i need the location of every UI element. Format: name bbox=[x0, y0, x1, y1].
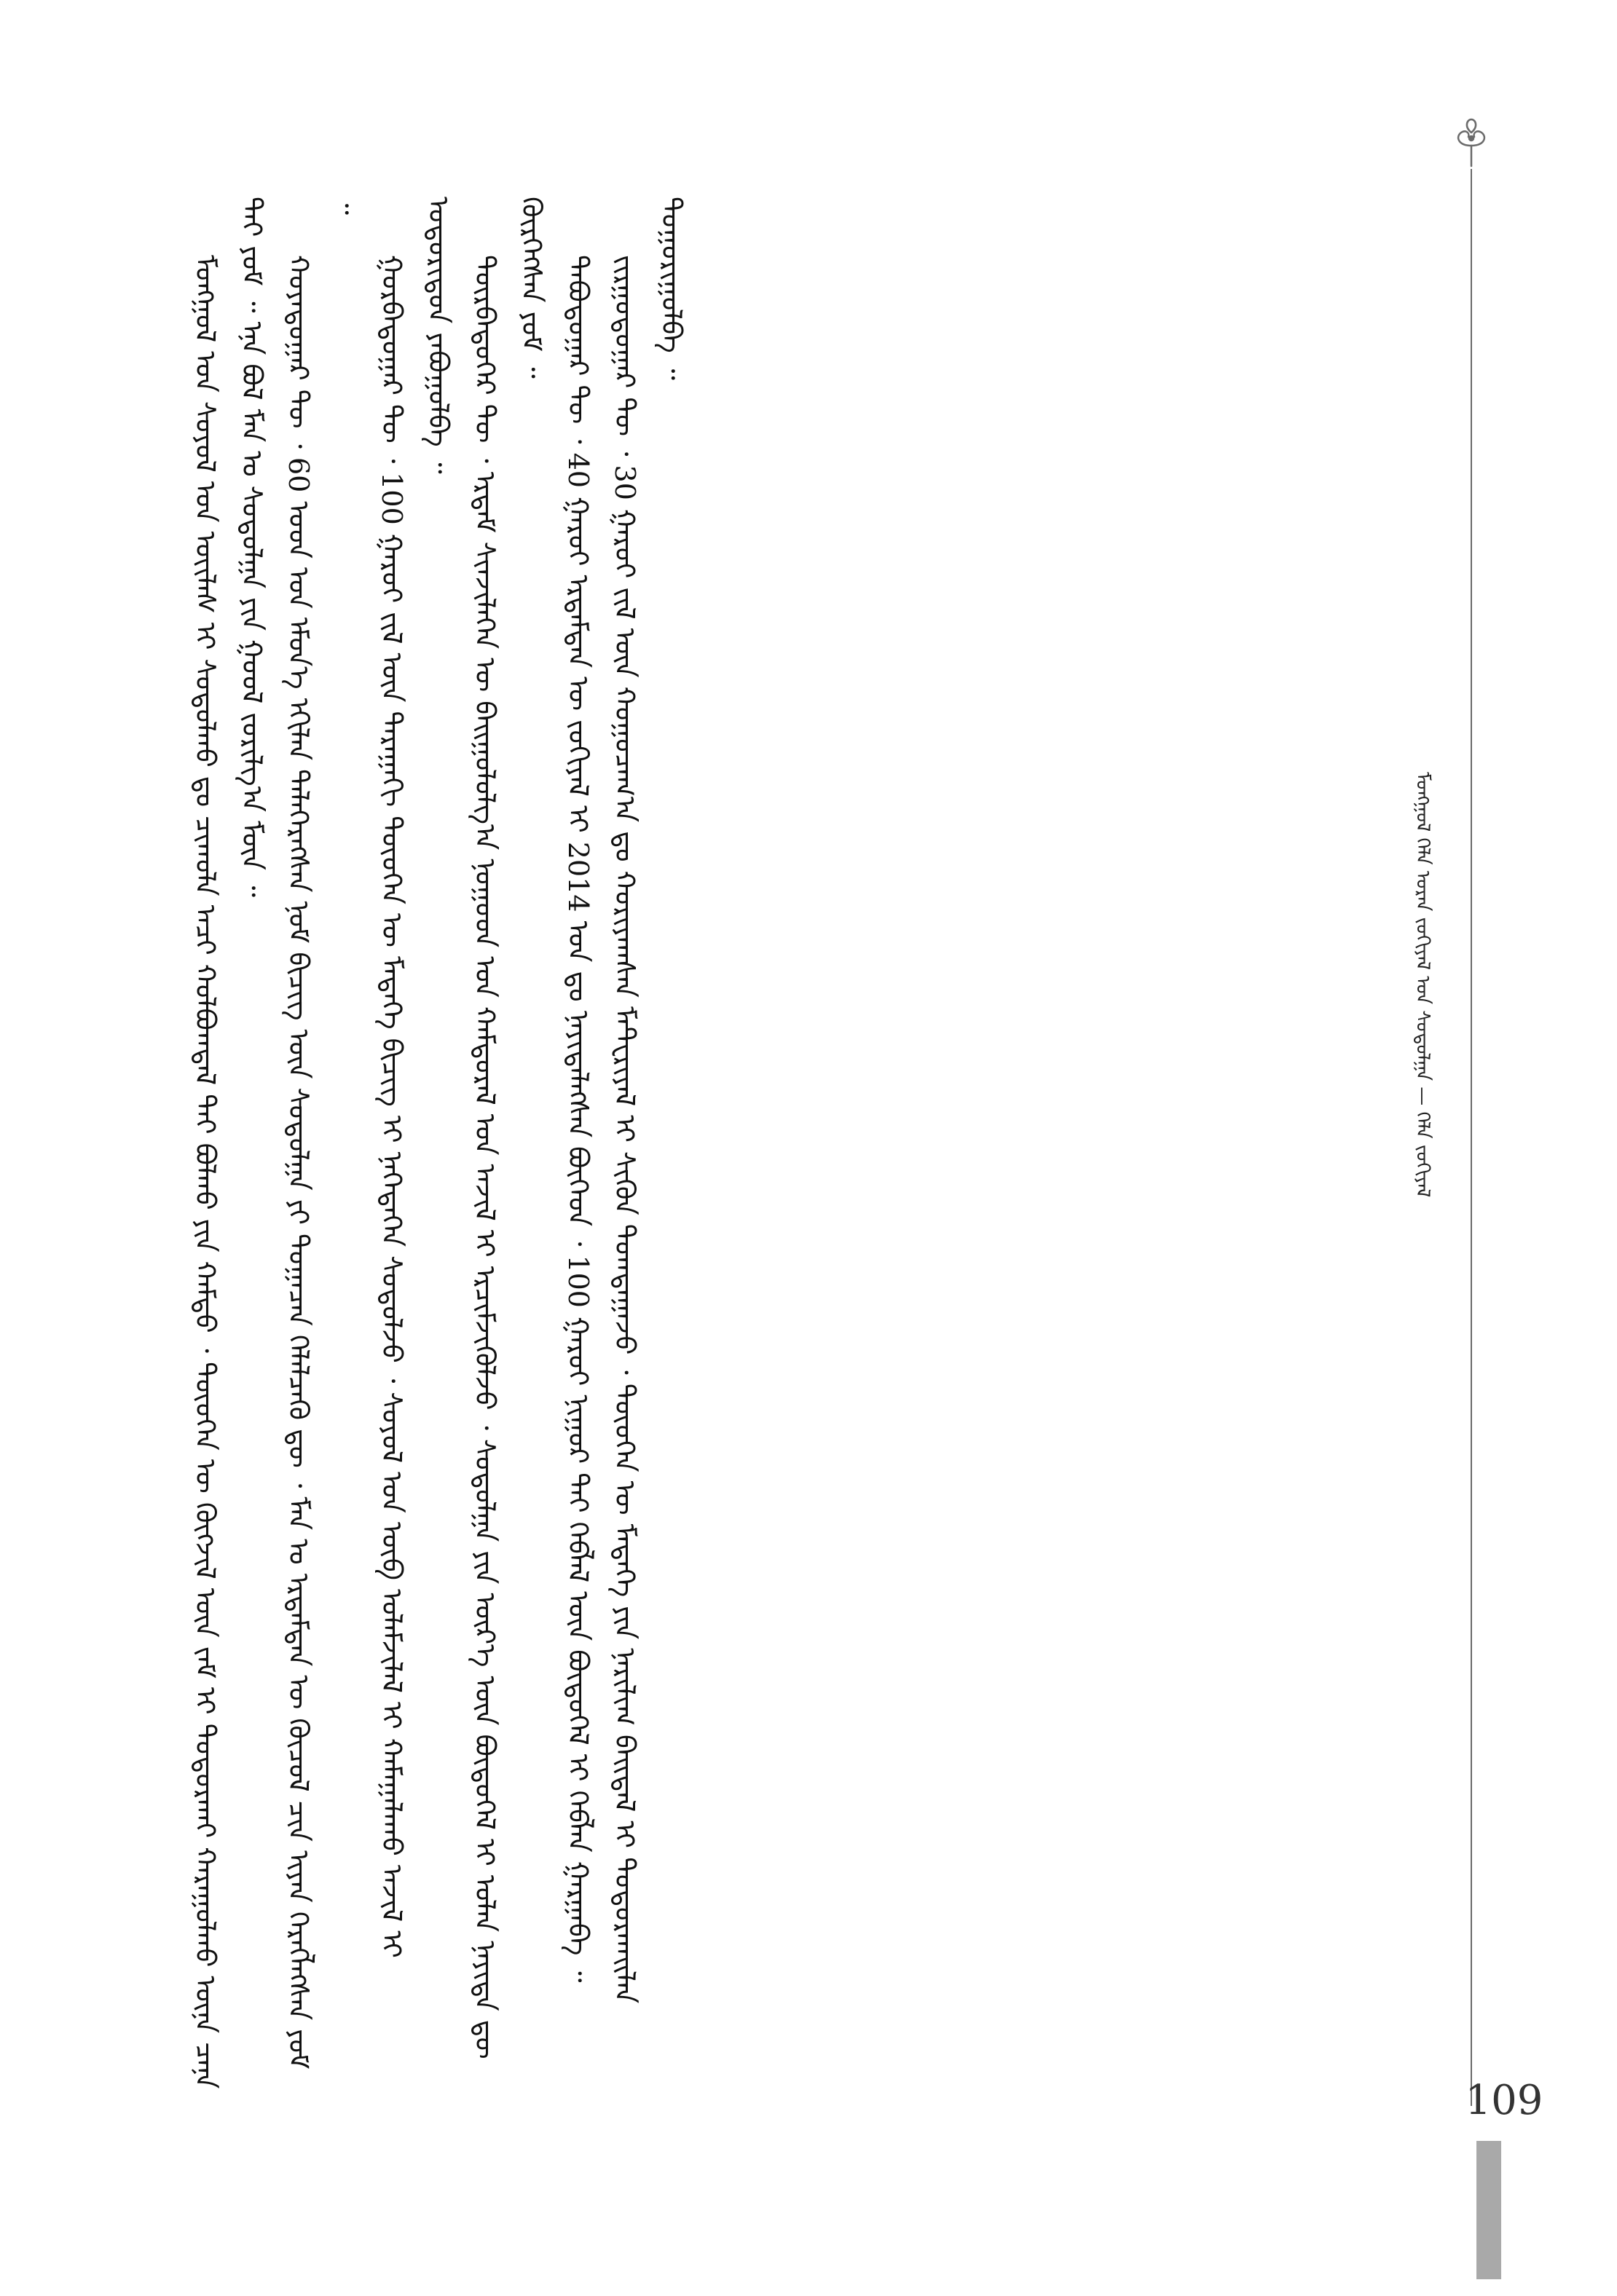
paragraph-3: ᠭᠤᠷᠪᠠᠳᠤᠭᠠᠷ ᠲᠦ ᠂ 100 ᠭᠠᠷᠤᠢ ᠵᠢᠯ ᠦᠨ ᠳᠠᠷᠠᠭᠠᠬᠢ ᠲᠦᠦᠬᠡᠨ ᠦ ᠮᠡᠳᠡᠭᠡ ᠪᠢᠴᠢᠭ ᠢ ᠨᠡᠭᠡᠲᠡᠭᠡᠨ ᠰᠤᠳᠤᠯᠵᠤ ᠂ ᠰᠣᠶᠣᠯ ᠤᠨ ᠦᠪ ᠤᠯᠠᠮᠵᠢᠯᠠᠯ ᠢ ᠬᠠᠮᠠᠭᠠᠯᠠᠬᠤ ᠠᠵᠢᠯ ᠢ ᠤᠳᠤᠷᠢᠳᠤᠨ ᠶᠠᠪᠤᠭᠤᠯᠪᠠ ᠃ bbox=[376, 197, 455, 1958]
page-number: 109 bbox=[1465, 2077, 1543, 2124]
running-header: ᠮᠣᠩᠭᠣᠯ ᠬᠡᠯᠡ ᠤᠷᠠᠨ ᠵᠣᠬᠢᠶᠠᠯ ᠤᠨ ᠰᠤᠳᠤᠯᠭᠠ — ᠬᠡᠯᠡ ᠵᠣᠬᠢᠶᠠᠯ bbox=[1412, 772, 1433, 1198]
flourish-ornament-icon bbox=[1451, 117, 1492, 167]
paragraph-5: ᠲᠠᠪᠤᠳᠤᠭᠠᠷ ᠲᠦ ᠂ 40 ᠭᠠᠷᠤᠢ ᠡᠷᠳᠡᠮᠲᠡᠨ ᠦ ᠵᠣᠬᠢᠶᠠᠯ ᠢ 2014 ᠣᠨ ᠳᠤ ᠨᠡᠶᠢᠲᠡᠯᠡᠭᠰᠡᠨ ᠪᠥᠭᠡᠳ ᠂ 100 ᠭᠠᠷᠤᠢ ᠨᠢᠭᠤᠷ ᠲᠠᠢ ᠬᠡᠪᠯᠡᠯ ᠦᠨ ᠪᠦᠲᠦᠭᠡᠯ ᠢ ᠬᠡᠪᠯᠡᠨ ᠭᠠᠷᠭᠠᠪᠠ ᠃ bbox=[562, 255, 594, 1983]
paragraph-4: ᠳᠥᠷᠪᠡᠳᠦᠭᠡᠷ ᠲᠦ ᠂ ᠡᠷᠳᠡᠮ ᠰᠢᠨᠵᠢᠯᠡᠭᠡᠨ ᠦ ᠪᠠᠢᠭᠤᠯᠤᠯᠭ᠎ᠠ ᠨᠤᠭᠤᠳ ᠤᠨ ᠬᠠᠮᠲᠤᠷᠠᠯ ᠤᠨ ᠠᠵᠢᠯ ᠢ ᠡᠷᠴᠢᠮᠵᠢᠭᠦᠯᠵᠦ ᠂ ᠰᠤᠳᠤᠯᠭᠠ ᠶᠢᠨ ᠦᠷ᠎ᠡ ᠦᠨ ᠪᠦᠲᠦᠭᠡᠯ ᠢ ᠣᠯᠠᠨ ᠨᠡᠶᠢᠲᠡ ᠳᠦ ᠬᠦᠷᠭᠡᠭᠰᠡᠨ ᠶᠤᠮ ᠃ bbox=[469, 197, 548, 2059]
paragraph-6: ᠵᠢᠷᠭᠤᠳᠤᠭᠠᠷ ᠲᠦ ᠂ 30 ᠭᠠᠷᠤᠢ ᠵᠢᠯ ᠦᠨ ᠬᠤᠭᠤᠴᠠᠭ᠎ᠠ ᠳᠤ ᠬᠤᠷᠢᠶᠠᠭᠰᠠᠨ ᠮᠠᠲᠸᠷᠢᠶᠠᠯ ᠢ ᠰᠢᠭᠦᠨ ᠲᠣᠭᠲᠠᠭᠠᠵᠤ ᠂ ᠲᠦᠦᠬᠡᠨ ᠦ ᠮᠡᠳᠡᠭᠡ ᠶᠢᠨ ᠨᠠᠷᠢᠯᠢᠭ ᠪᠠᠢᠳᠠᠯ ᠢ ᠲᠣᠳᠣᠷᠬᠠᠢᠯᠠᠨ ᠲᠣᠭᠤᠷᠢᠭᠤᠯᠪᠠ ᠃ bbox=[609, 197, 688, 2004]
body-text bbox=[182, 197, 1391, 2090]
paragraph-2: ᠬᠣᠶᠠᠳᠤᠭᠠᠷ ᠲᠦ ᠂ 60 ᠣᠳ ᠤᠨ ᠡᠮᠦᠨ᠎ᠡ ᠡᠬᠢᠯᠡᠨ ᠲᠡᠯᠡᠭᠡᠷᠡᠭᠰᠡᠨ ᠨᠣᠮ ᠪᠢᠴᠢᠭ ᠦᠨ ᠰᠤᠳᠤᠯᠭᠠ ᠶᠢ ᠲᠣᠭᠠᠴᠠᠨ ᠬᠡᠯᠡᠯᠴᠡᠬᠦ ᠳᠦ ᠂ ᠮᠠᠨ ᠤ ᠡᠷᠳᠡᠮᠲᠡᠨ ᠦ ᠬᠦᠴᠦᠯ ᠴᠢᠨ ᠢᠶᠡᠨ ᠬᠡᠷᠡᠭᠯᠡᠭᠰᠡᠨ ᠶᠤᠮ ᠃ bbox=[283, 197, 361, 2070]
paragraph-1: ᠮᠣᠩᠭᠣᠯ ᠤᠨ ᠰᠣᠶᠣᠯ ᠤᠨ ᠦᠢᠯᠡᠰ ᠢ ᠰᠤᠳᠤᠯᠬᠤ ᠳᠤ ᠴᠢᠬᠤᠯᠠ ᠠᠴᠢ ᠬᠣᠯᠪᠣᠭᠳᠠᠯ ᠲᠠᠢ ᠪᠣᠯᠬᠤ ᠶᠢᠨ ᠬᠠᠮᠲᠤ ᠂ ᠲᠦᠦᠬᠡᠨ ᠦ ᠬᠥᠭᠵᠢᠯ ᠦᠨ ᠵᠠᠮ ᠢ ᠲᠣᠳᠣᠷᠬᠠᠢ ᠬᠠᠷᠠᠭᠤᠯᠬᠤ ᠦᠨᠡ ᠴᠡᠨᠡ ᠲᠠᠢ ᠶᠤᠮ ᠃ ᠡᠨᠡ ᠪᠣᠯ ᠮᠠᠨ ᠤ ᠰᠤᠳᠤᠯᠭᠠ ᠶᠢᠨ ᠭᠣᠣᠯ ᠵᠣᠷᠢᠯᠭ᠎ᠠ ᠮᠥᠨ ᠃ bbox=[189, 197, 268, 2089]
header-rule bbox=[1471, 169, 1472, 2106]
thumb-tab bbox=[1476, 2141, 1501, 2279]
